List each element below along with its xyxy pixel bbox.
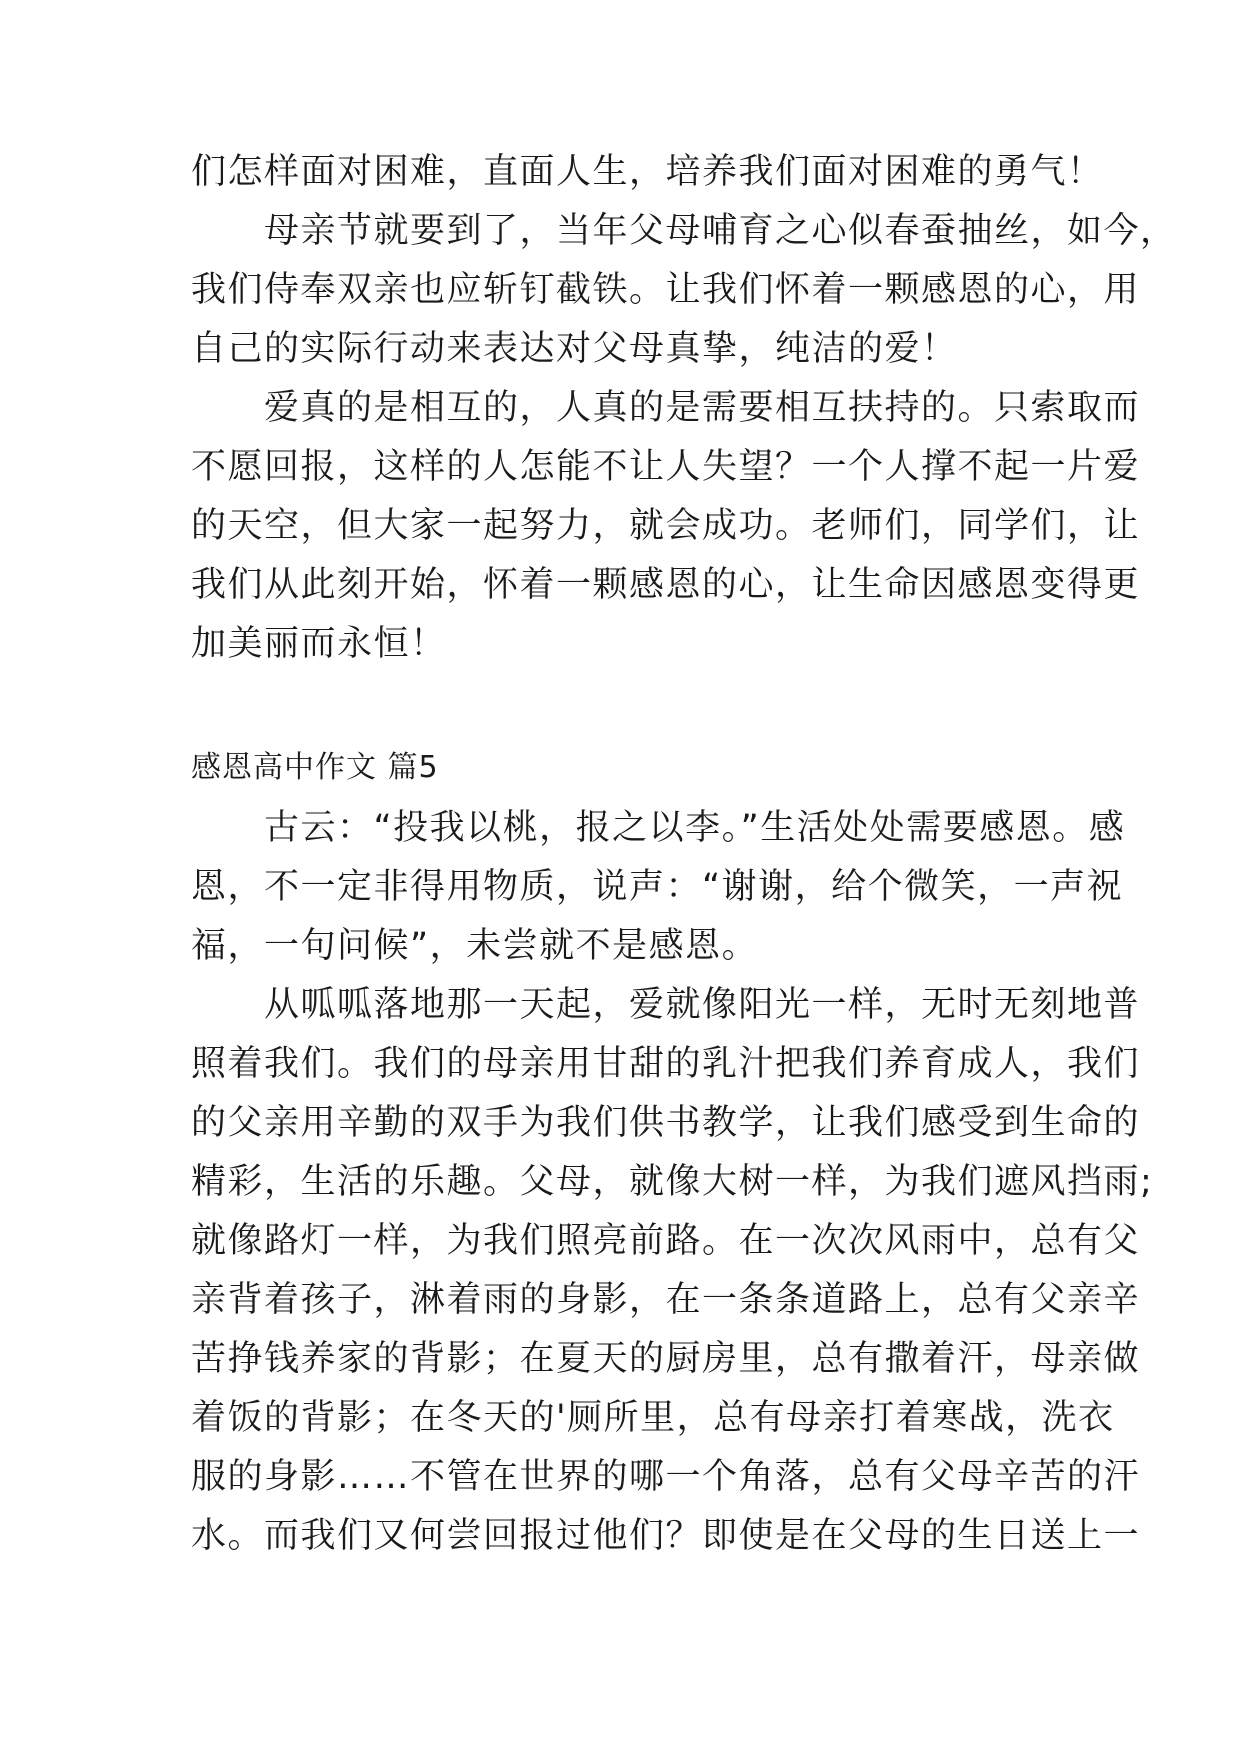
text-line: 服的身影……不管在世界的哪一个角落，总有父母辛苦的汗: [191, 1457, 1141, 1497]
text-line: 着饭的背影；在冬天的'厕所里，总有母亲打着寒战，洗衣: [191, 1398, 1115, 1438]
text-line: 亲背着孩子，淋着雨的身影，在一条条道路上，总有父亲辛: [191, 1280, 1141, 1320]
text-line: 自己的实际行动来表达对父母真挚，纯洁的爱！: [191, 329, 958, 369]
text-line: 就像路灯一样，为我们照亮前路。在一次次风雨中，总有父: [191, 1221, 1141, 1261]
text-line: 不愿回报，这样的人怎能不让人失望？一个人撑不起一片爱: [191, 447, 1141, 487]
text-line: 水。而我们又何尝回报过他们？即使是在父母的生日送上一: [191, 1516, 1141, 1556]
text-line: 母亲节就要到了，当年父母哺育之心似春蚕抽丝，如今，: [191, 211, 1177, 251]
text-line: 精彩，生活的乐趣。父母，就像大树一样，为我们遮风挡雨;: [191, 1162, 1154, 1202]
text-line: 从呱呱落地那一天起，爱就像阳光一样，无时无刻地普: [191, 985, 1141, 1025]
text-line: 苦挣钱养家的背影；在夏天的厨房里，总有撒着汗，母亲做: [191, 1339, 1141, 1379]
text-line: 的天空，但大家一起努力，就会成功。老师们，同学们，让: [191, 506, 1141, 546]
text-line: 爱真的是相互的，人真的是需要相互扶持的。只索取而: [191, 388, 1141, 428]
text-line: 古云：“投我以桃，报之以李。”生活处处需要感恩。感: [191, 808, 1126, 848]
text-line: 福，一句问候”，未尝就不是感恩。: [191, 926, 759, 966]
text-line: 恩，不一定非得用物质，说声：“谢谢，给个微笑，一声祝: [191, 867, 1124, 907]
section-heading: 感恩高中作文 篇5: [191, 750, 439, 785]
text-line: 们怎样面对困难，直面人生，培养我们面对困难的勇气！: [191, 152, 1104, 192]
text-line: 的父亲用辛勤的双手为我们供书教学，让我们感受到生命的: [191, 1103, 1141, 1143]
text-line: 加美丽而永恒！: [191, 624, 447, 664]
text-line: 我们从此刻开始，怀着一颗感恩的心，让生命因感恩变得更: [191, 565, 1141, 605]
text-line: 我们侍奉双亲也应斩钉截铁。让我们怀着一颗感恩的心，用: [191, 270, 1141, 310]
text-line: 照着我们。我们的母亲用甘甜的乳汁把我们养育成人，我们: [191, 1044, 1141, 1084]
